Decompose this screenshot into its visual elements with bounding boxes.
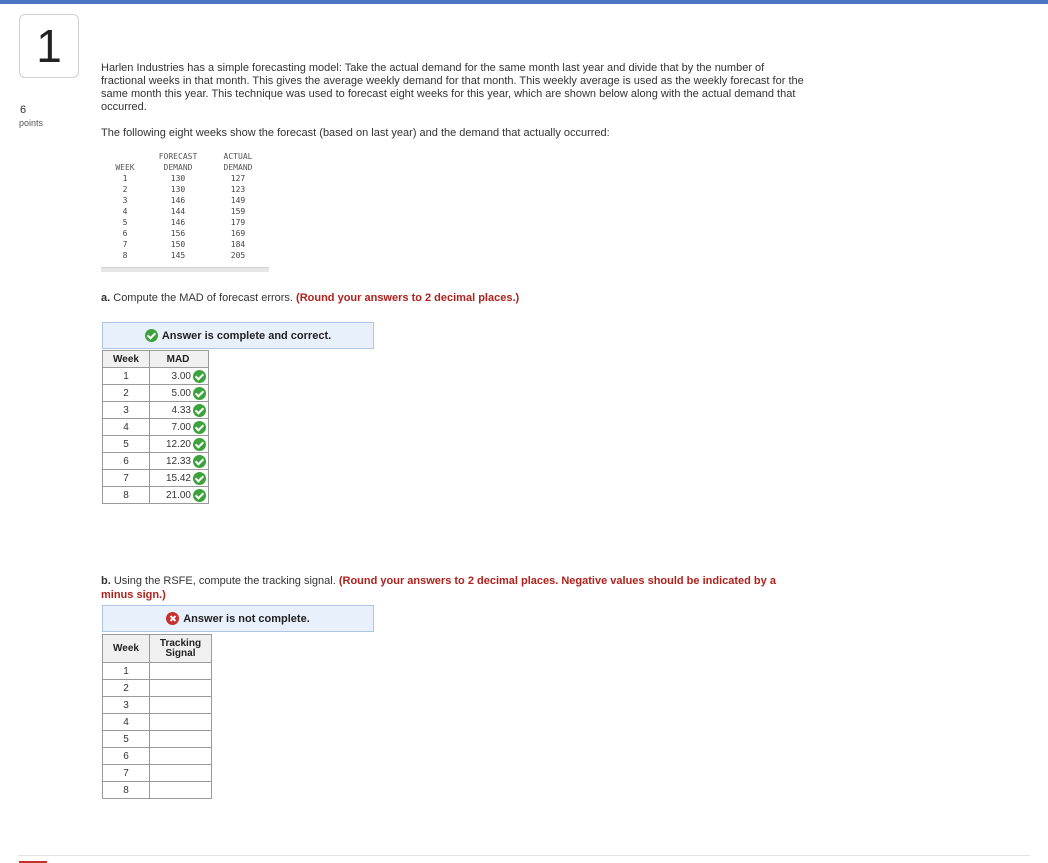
- tracking-row: [103, 765, 212, 782]
- error-circle-icon: [166, 612, 179, 625]
- data-row: [101, 217, 269, 228]
- data-cell-forecast: 145: [170, 251, 186, 260]
- mad-value: 12.33: [165, 455, 191, 467]
- check-circle-icon: [145, 329, 158, 342]
- data-row: [101, 173, 269, 184]
- tracking-signal-input[interactable]: [150, 680, 212, 697]
- week-cell: 8: [103, 782, 150, 799]
- week-cell: 2: [103, 385, 150, 402]
- mad-row: [103, 368, 209, 385]
- week-cell: 3: [103, 697, 150, 714]
- data-cell-forecast: 130: [170, 174, 186, 183]
- mad-row: [103, 385, 209, 402]
- tracking-signal-input[interactable]: [150, 748, 212, 765]
- part-a-prompt: a. Compute the MAD of forecast errors. (Round your answers to 2 decimal places.): [101, 292, 520, 304]
- week-cell: 1: [103, 663, 150, 680]
- points-value: 6: [20, 104, 27, 116]
- data-cell-week: 8: [122, 251, 128, 260]
- data-cell-forecast: 156: [170, 229, 186, 238]
- data-row: [101, 195, 269, 206]
- week-cell: 7: [103, 765, 150, 782]
- data-cell-actual: 159: [230, 207, 246, 216]
- data-cell-actual: 123: [230, 185, 246, 194]
- mad-row: [103, 470, 209, 487]
- data-cell-week: 3: [122, 196, 128, 205]
- mad-answer-field[interactable]: [150, 385, 209, 402]
- data-cell-actual: 184: [230, 240, 246, 249]
- data-cell-week: 1: [122, 174, 128, 183]
- tracking-row: [103, 748, 212, 765]
- week-cell: 8: [103, 487, 150, 504]
- mad-value: 3.00: [171, 370, 191, 382]
- top-accent-bar: [0, 0, 1048, 4]
- data-cell-week: 7: [122, 240, 128, 249]
- data-cell-actual: 169: [230, 229, 246, 238]
- header-week: WEEK: [115, 163, 135, 172]
- check-circle-icon: [193, 387, 206, 400]
- data-row: [101, 206, 269, 217]
- header-forecast-2: DEMAND: [163, 163, 193, 172]
- tracking-signal-input[interactable]: [150, 697, 212, 714]
- mad-row: [103, 402, 209, 419]
- col-mad-header: MAD: [150, 351, 209, 368]
- data-cell-week: 6: [122, 229, 128, 238]
- question-intro: Harlen Industries has a simple forecasting model: Take the actual demand for the same month last year and divide that by the number of fractional weeks in that month. This gives the average weekly demand for that month. This weekly average is used as the weekly forecast for the same month this year. This technique was used to forecast eight weeks for this year, which are shown below along with the actual demand that occurred.: [101, 62, 804, 113]
- check-circle-icon: [193, 472, 206, 485]
- data-row: [101, 228, 269, 239]
- data-row: [101, 239, 269, 250]
- part-b-status-banner: Answer is not complete.: [102, 605, 374, 632]
- part-a-status-banner: Answer is complete and correct.: [102, 322, 374, 349]
- data-cell-actual: 127: [230, 174, 246, 183]
- week-cell: 2: [103, 680, 150, 697]
- check-circle-icon: [193, 455, 206, 468]
- week-cell: 5: [103, 731, 150, 748]
- header-actual-2: DEMAND: [223, 163, 253, 172]
- mad-row: [103, 453, 209, 470]
- check-circle-icon: [193, 438, 206, 451]
- mad-answer-field[interactable]: [150, 436, 209, 453]
- data-cell-week: 2: [122, 185, 128, 194]
- data-cell-forecast: 150: [170, 240, 186, 249]
- col-week-header: Week: [103, 351, 150, 368]
- part-a-answer-table: [102, 350, 209, 504]
- mad-value: 15.42: [165, 472, 191, 484]
- mad-row: [103, 419, 209, 436]
- data-cell-actual: 179: [230, 218, 246, 227]
- tracking-row: [103, 731, 212, 748]
- data-cell-forecast: 130: [170, 185, 186, 194]
- mad-answer-field[interactable]: [150, 419, 209, 436]
- data-cell-forecast: 146: [170, 218, 186, 227]
- col-tracking-signal-header: Tracking Signal: [150, 635, 212, 663]
- part-b-answer-table: [102, 634, 212, 799]
- part-b-prompt: b. Using the RSFE, compute the tracking signal. (Round your answers to 2 decimal places. Negative values should be indicated by a minus sign.): [101, 575, 776, 601]
- data-cell-week: 5: [122, 218, 128, 227]
- tracking-row: [103, 782, 212, 799]
- mad-answer-field[interactable]: [150, 487, 209, 504]
- mad-row: [103, 436, 209, 453]
- week-cell: 4: [103, 419, 150, 436]
- header-forecast-1: FORECAST: [158, 152, 198, 161]
- data-cell-actual: 149: [230, 196, 246, 205]
- mad-answer-field[interactable]: [150, 368, 209, 385]
- week-cell: 4: [103, 714, 150, 731]
- col-week-header: Week: [103, 635, 150, 663]
- part-a-instruction: (Round your answers to 2 decimal places.): [296, 292, 520, 304]
- header-actual-1: ACTUAL: [223, 152, 253, 161]
- week-cell: 7: [103, 470, 150, 487]
- week-cell: 6: [103, 453, 150, 470]
- tracking-row: [103, 680, 212, 697]
- data-cell-forecast: 144: [170, 207, 186, 216]
- data-table-footer-bar: [101, 267, 269, 272]
- check-circle-icon: [193, 404, 206, 417]
- question-body: [101, 62, 811, 114]
- demand-data-table: [101, 151, 269, 272]
- week-cell: 5: [103, 436, 150, 453]
- tracking-signal-input[interactable]: [150, 765, 212, 782]
- week-cell: 1: [103, 368, 150, 385]
- mad-value: 4.33: [171, 404, 191, 416]
- mad-value: 5.00: [171, 387, 191, 399]
- check-circle-icon: [193, 421, 206, 434]
- mad-answer-field[interactable]: [150, 470, 209, 487]
- tracking-signal-input[interactable]: [150, 714, 212, 731]
- tracking-signal-input[interactable]: [150, 663, 212, 680]
- check-circle-icon: [193, 489, 206, 502]
- tracking-signal-input[interactable]: [150, 731, 212, 748]
- tracking-signal-input[interactable]: [150, 782, 212, 799]
- week-cell: 3: [103, 402, 150, 419]
- data-row: [101, 184, 269, 195]
- data-row: [101, 250, 269, 261]
- data-cell-forecast: 146: [170, 196, 186, 205]
- mad-answer-field[interactable]: [150, 453, 209, 470]
- mad-value: 12.20: [165, 438, 191, 450]
- mad-value: 21.00: [165, 489, 191, 501]
- tracking-row: [103, 714, 212, 731]
- footer-divider: [18, 855, 1030, 856]
- tracking-row: [103, 663, 212, 680]
- mad-answer-field[interactable]: [150, 402, 209, 419]
- question-lead: The following eight weeks show the forecast (based on last year) and the demand that actually occurred:: [101, 127, 610, 139]
- mad-value: 7.00: [171, 421, 191, 433]
- tracking-row: [103, 697, 212, 714]
- mad-row: [103, 487, 209, 504]
- question-number: 1: [19, 14, 79, 78]
- week-cell: 6: [103, 748, 150, 765]
- check-circle-icon: [193, 370, 206, 383]
- data-cell-actual: 205: [230, 251, 246, 260]
- points-label: points: [19, 118, 44, 128]
- data-cell-week: 4: [122, 207, 128, 216]
